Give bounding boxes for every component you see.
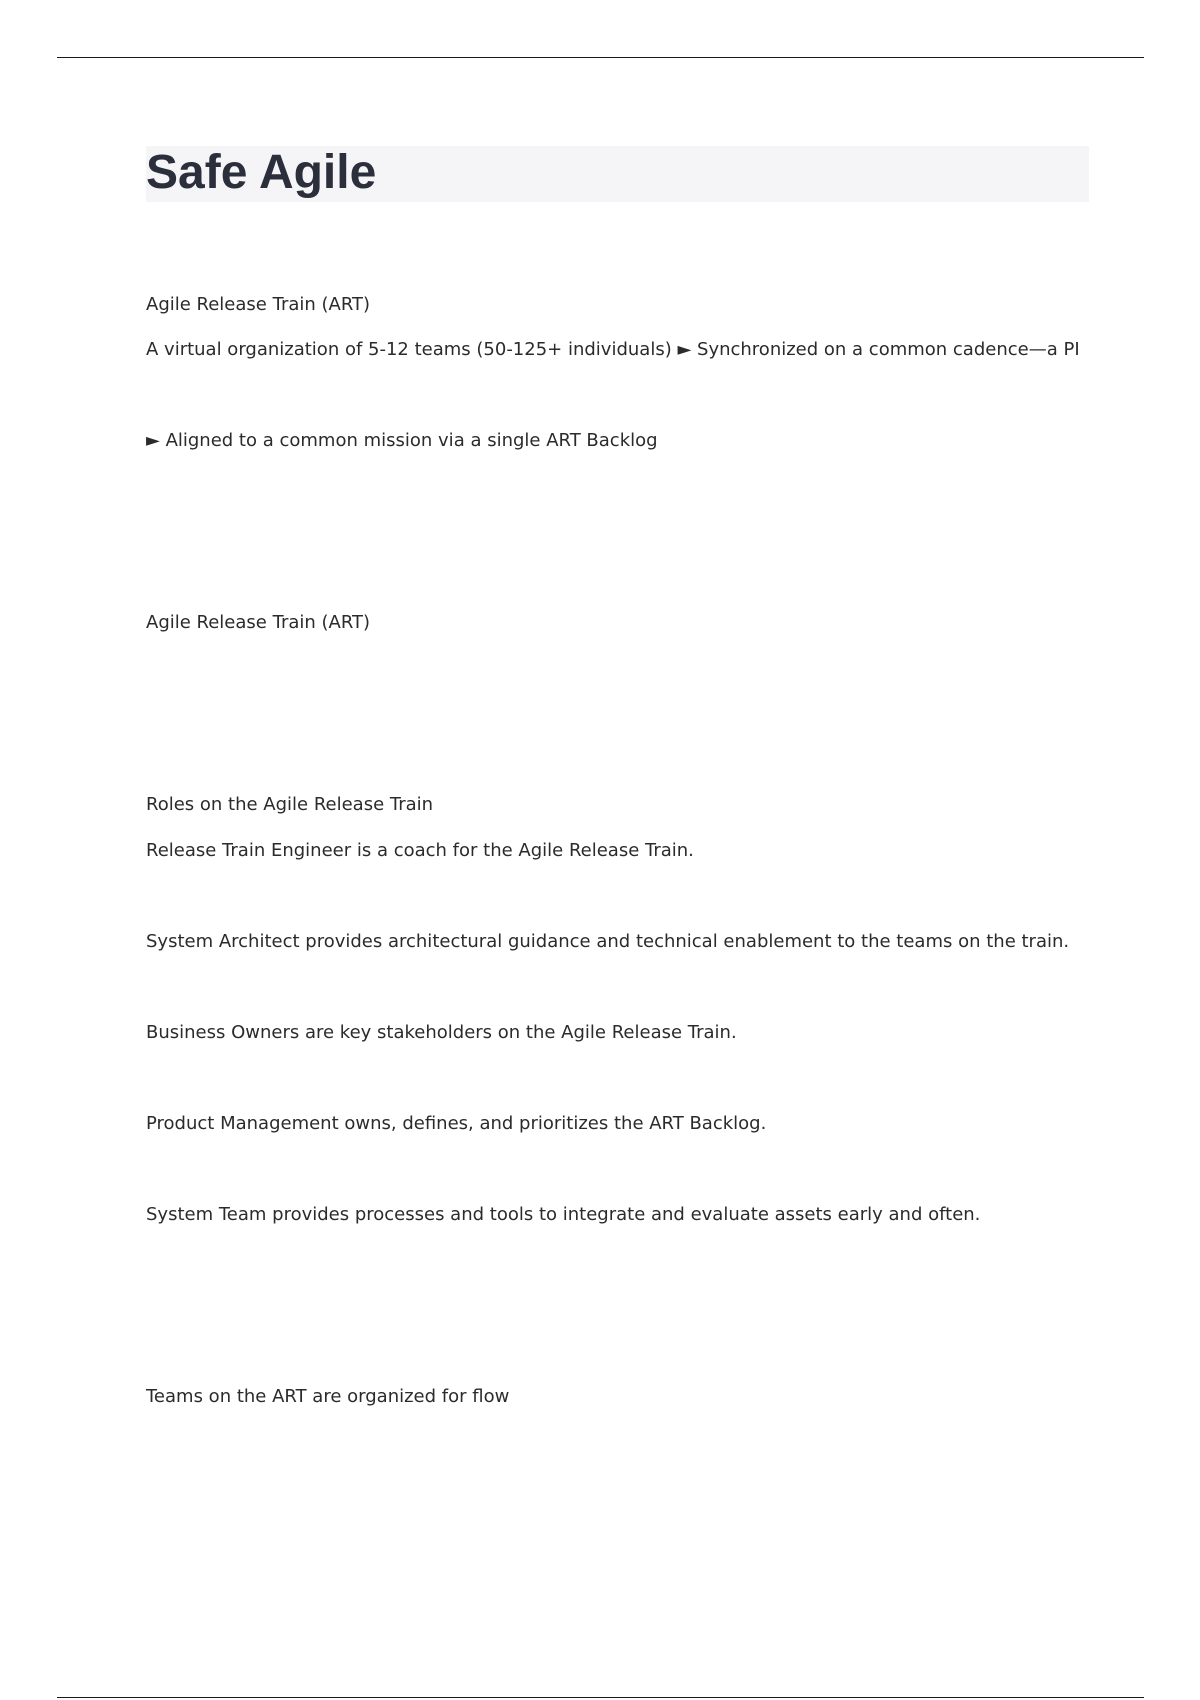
card-term: Agile Release Train (ART) [146, 612, 371, 633]
card-term: Teams on the ART are organized for flow [146, 1386, 510, 1407]
bottom-divider [57, 1697, 1144, 1698]
top-divider [57, 57, 1144, 58]
card-definition-line: Release Train Engineer is a coach for the Agile Release Train. [146, 840, 694, 861]
card-definition-line: System Team provides processes and tools to integrate and evaluate assets early and often. [146, 1204, 981, 1225]
card-definition-line: A virtual organization of 5-12 teams (50-125+ individuals) ► Synchronized on a common cadence—a PI [146, 339, 1080, 360]
card-definition-line: Business Owners are key stakeholders on the Agile Release Train. [146, 1022, 737, 1043]
card-term: Roles on the Agile Release Train [146, 794, 434, 815]
page-title: Safe Agile [146, 146, 377, 199]
card-definition-line: System Architect provides architectural guidance and technical enablement to the teams on the train. [146, 931, 1070, 952]
card-definition-line: ► Aligned to a common mission via a single ART Backlog [146, 430, 658, 451]
card-term: Agile Release Train (ART) [146, 294, 371, 315]
card-definition-line: Product Management owns, defines, and prioritizes the ART Backlog. [146, 1113, 767, 1134]
